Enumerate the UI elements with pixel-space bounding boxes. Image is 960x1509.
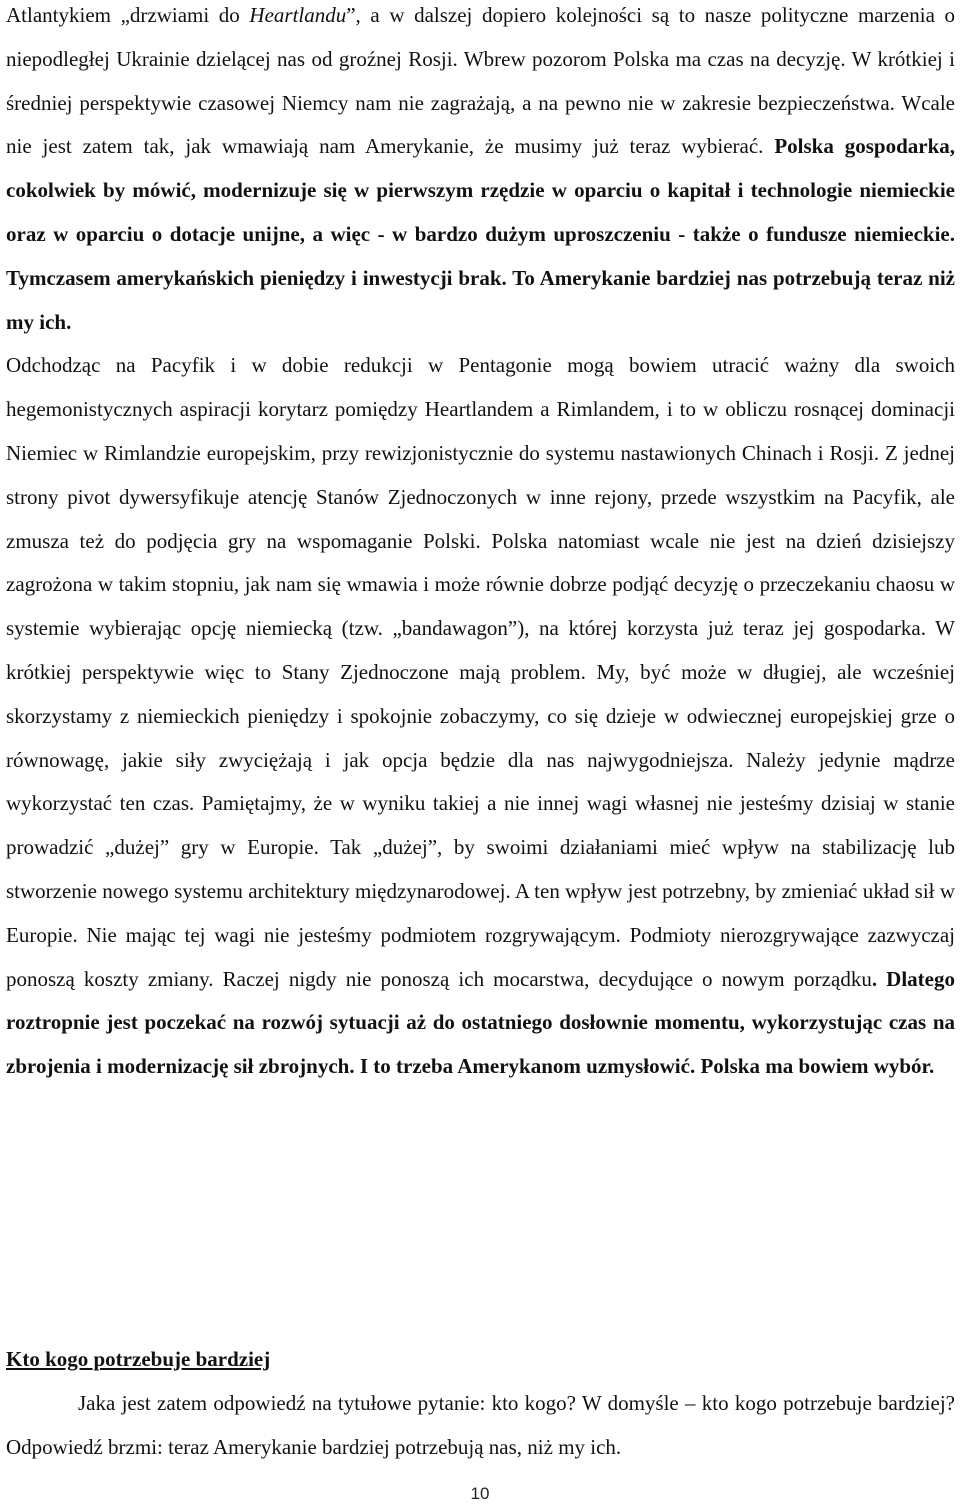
page-number: 10: [470, 1484, 490, 1503]
section-body: [6, 1382, 955, 1470]
section-heading: Kto kogo potrzebuje bardziej: [6, 1347, 271, 1371]
paragraph-2-text: Odchodząc na Pacyfik i w dobie redukcji w Pentagonie mogą bowiem utracić ważny dla swoich hegemonistycznych aspiracji korytarz pomiędzy Heartlandem a Rimlandem, i to w obliczu rosnącej dominacji Niemiec w Rimlandzie europejskim, przy rewizjonistycznie do systemu nastawionych Chinach i Rosji. Z jednej strony pivot dywersyfikuje atencję Stanów Zjednoczonych w inne rejony, przede wszystkim na Pacyfik, ale zmusza też do podjęcia gry na wspomaganie Polski. Polska natomiast wcale nie jest na dzień dzisiejszy zagrożona w takim stopniu, jak nam się wmawia i może równie dobrze podjąć decyzję o przeczekaniu chaosu w systemie wybierając opcję niemiecką (tzw. „bandawagon”), na której korzysta już teraz jej gospodarka. W krótkiej perspektywie więc to Stany Zjednoczone mają problem. My, być może w długiej, ale wcześniej skorzystamy z niemieckich pieniędzy i spokojnie zobaczymy, co się dzieje w odwiecznej europejskiej grze o równowagę, jakie siły zwyciężają i jak opcja będzie dla nas najwygodniejsza. Należy jedynie mądrze wykorzystać ten czas. Pamiętajmy, że w wyniku takiej a nie innej wagi własnej nie jesteśmy dzisiaj w stanie prowadzić „dużej” gry w Europie. Tak „dużej”, by swoimi działaniami mieć wpływ na stabilizację lub stworzenie nowego systemu architektury międzynarodowej. A ten wpływ jest potrzebny, by zmieniać układ sił w Europie. Nie mając tej wagi nie jesteśmy podmiotem rozgrywającym. Podmioty nierozgrywające zazwyczaj ponoszą koszty zmiany. Raczej nigdy nie ponoszą ich mocarstwa, decydujące o nowym porządku: [6, 353, 955, 991]
paragraph-2-bold-text: . Dlatego roztropnie jest poczekać na rozwój sytuacji aż do ostatniego dosłownie momentu, wykorzystując czas na zbrojenia i modernizację sił zbrojnych. I to trzeba Amerykanom uzmysłowić. Polska ma bowiem wybór.: [6, 966, 955, 1079]
paragraph-1-text-continued: ”, a w dalszej dopiero kolejności są to nasze polityczne marzenia o niepodległej Ukrainie dzielącej nas od groźnej Rosji. Wbrew pozorom Polska ma czas na decyzję. W krótkiej i średniej perspektywie czasowej Niemcy nam nie zagrażają, a na pewno nie w zakresie bezpieczeństwa. Wcale nie jest zatem tak, jak wmawiają nam Amerykanie, że musimy już teraz wybierać.: [6, 3, 956, 159]
paragraph-3: Jaka jest zatem odpowiedź na tytułowe pytanie: kto kogo? W domyśle – kto kogo potrzebuje bardziej? Odpowiedź brzmi: teraz Amerykanie bardziej potrzebują nas, niż my ich.: [6, 1391, 955, 1459]
paragraph-1: [6, 0, 955, 344]
paragraph-1-bold-text: Polska gospodarka, cokolwiek by mówić, modernizuje się w pierwszym rzędzie w oparciu o kapitał i technologie niemieckie oraz w oparciu o dotacje unijne, a więc - w bardzo dużym uproszczeniu - także o fundusze niemieckie. Tymczasem amerykańskich pieniędzy i inwestycji brak. To Amerykanie bardziej nas potrzebują teraz niż my ich.: [6, 134, 956, 334]
document-page: [6, 0, 955, 1089]
paragraph-1-italic-term: Heartlandu: [249, 3, 347, 27]
paragraph-2: [6, 344, 955, 1089]
paragraph-1-text: Atlantykiem „drzwiami do: [6, 3, 250, 27]
